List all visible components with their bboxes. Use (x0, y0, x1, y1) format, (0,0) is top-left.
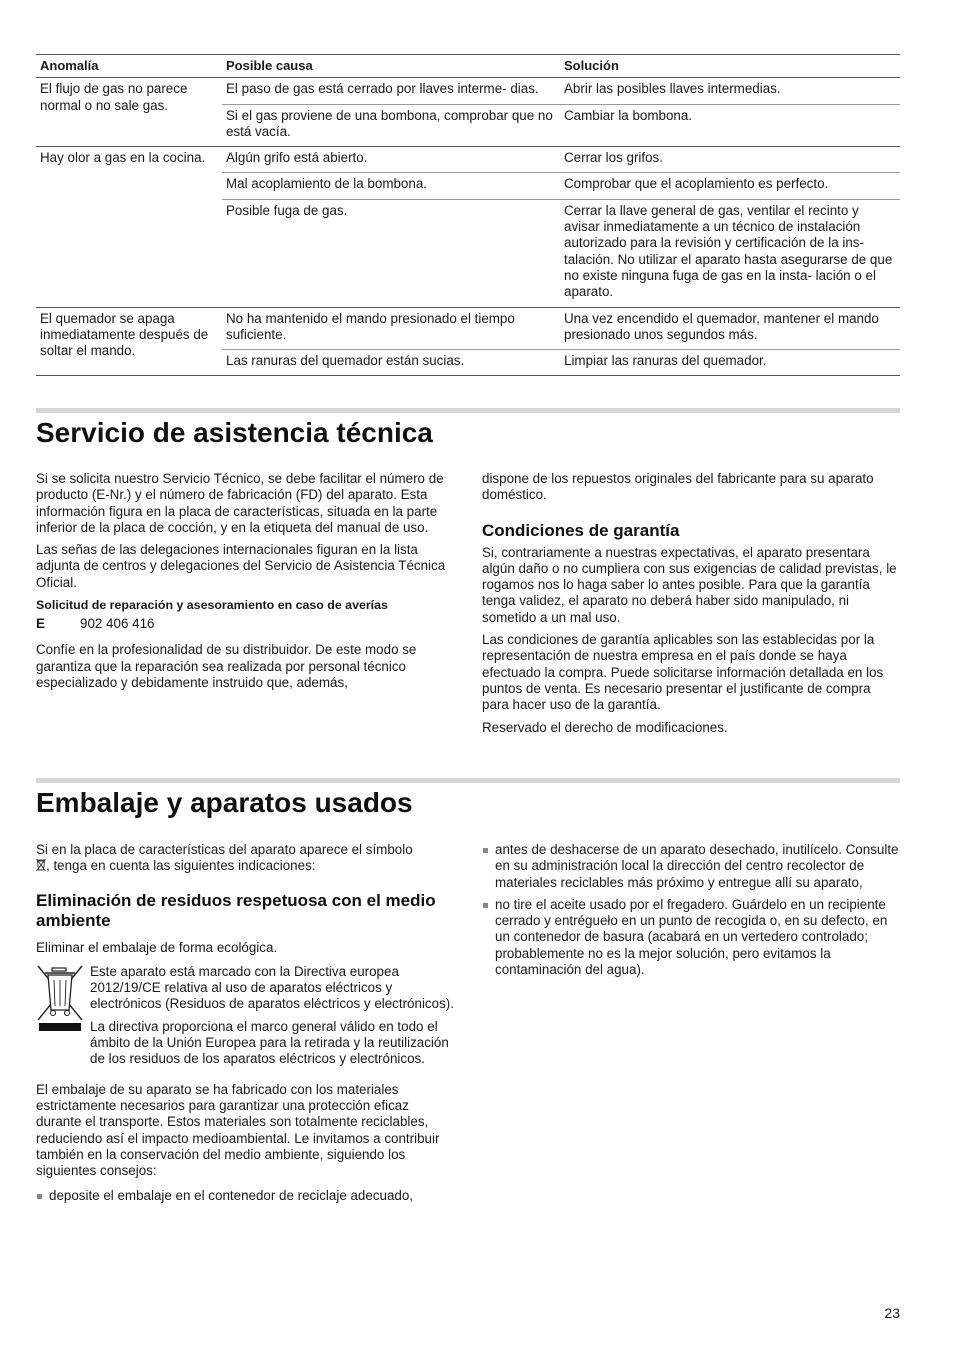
weee-paragraph: La directiva proporciona el marco general válido en todo el ámbito de la Unión Europea para la retirada y la reutilización de los residuos de los aparatos eléctricos y electrónicos. (90, 1018, 449, 1067)
troubleshooting-table (36, 54, 900, 376)
service-left-column (36, 471, 454, 691)
header-solucion: Solución (560, 55, 900, 78)
packaging-left-column (36, 842, 454, 1205)
weee-text (90, 964, 454, 1068)
warranty-paragraph: Si, contrariamente a nuestras expectativas, el aparato presentara algún daño o no cumpliera con sus exigencias de calidad previstas, le rogamos nos lo haga saber lo antes posible. Para que la garantía tenga validez, el aparato no deberá haber sido manipulado, ni sometido a un mal uso. (482, 544, 897, 625)
table-row (36, 307, 900, 350)
eco-paragraph: Eliminar el embalaje de forma ecológica. (36, 939, 278, 955)
page-number: 23 (884, 1305, 900, 1321)
repair-heading: Solicitud de reparación y asesoramiento en caso de averías (36, 598, 388, 613)
cause-cell: Si el gas proviene de una bombona, comprobar que no está vacía. (222, 104, 560, 147)
weee-paragraph: Este aparato está marcado con la Directiva europea 2012/19/CE relativa al uso de aparatos eléctricos y electrónicos (Residuos de aparatos eléctricos y electrónicos). (90, 963, 454, 1012)
cause-cell: Posible fuga de gas. (222, 199, 560, 307)
cause-cell: El paso de gas está cerrado por llaves interme- dias. (222, 78, 560, 104)
weee-small-icon (36, 858, 46, 872)
anomaly-cell: El flujo de gas no parece normal o no sale gas. (36, 78, 222, 147)
solution-cell: Una vez encendido el quemador, mantener el mando presionado unos segundos más. (560, 307, 900, 350)
table-row (36, 78, 900, 104)
cause-cell: Algún grifo está abierto. (222, 147, 560, 173)
list-item: no tire el aceite usado por el fregadero. Guárdelo en un recipiente cerrado y entrégueło en un punto de recogida o, en su defecto, en un contenedor de basura (acabará en un vertedero controlado; probablemente no es la mejor solución, pero evitamos la contaminación del agua). (482, 897, 900, 978)
packaging-paragraph: El embalaje de su aparato se ha fabricado con los materiales estrictamente necesarios para garantizar una protección eficaz durante el transporte. Estos materiales son totalmente reciclables, reduciendo así el impacto medioambiental. Le invitamos a contribuir también en la conservación del medio ambiente, siguiendo los siguientes consejos: (36, 1081, 440, 1179)
warranty-title: Condiciones de garantía (482, 520, 680, 540)
cause-cell: Las ranuras del quemador están sucias. (222, 350, 560, 376)
solution-cell: Comprobar que el acoplamiento es perfecto. (560, 173, 900, 199)
anomaly-cell: El quemador se apaga inmediatamente después de soltar el mando. (36, 307, 222, 376)
solution-cell: Abrir las posibles llaves intermedias. (560, 78, 900, 104)
list-item: antes de deshacerse de un aparato desechado, inutilícelo. Consulte en su administración local la dirección del centro recolector de materiales reciclables más próximo y entregue allí su aparato, (482, 842, 900, 891)
table-header-row (36, 55, 900, 78)
waste-disposal-title: Eliminación de residuos respetuosa con el medio ambiente (36, 890, 436, 930)
solution-cell: Cerrar los grifos. (560, 147, 900, 173)
packaging-right-column (482, 842, 900, 978)
warranty-paragraph: Las condiciones de garantía aplicables son las establecidas por la representación de nuestra empresa en el país donde se haya efectuado la compra. Puede solicitarse información detallada en los puntos de venta. Es necesario presentar el justificante de compra para hacer uso de la garantía. (482, 632, 884, 713)
weee-crossed-bin-icon (36, 964, 86, 1034)
country-code: E (36, 616, 45, 632)
phone-line (36, 616, 454, 632)
intro-text: Si en la placa de características del aparato aparece el símbolo (36, 842, 413, 857)
service-paragraph: Las señas de las delegaciones internacionales figuran en la lista adjunta de centros y delegaciones del Servicio de Asistencia Técnica Oficial. (36, 542, 446, 590)
intro-text: , tenga en cuenta las siguientes indicaciones: (46, 858, 316, 874)
service-paragraph-continued: dispone de los repuestos originales del fabricante para su aparato doméstico. (482, 471, 874, 503)
solution-cell: Cerrar la llave general de gas, ventilar el recinto y avisar inmediatamente a un técnico de instalación autorizado para la revisión y certificación de la ins- talación. No utilizar el aparato hasta asegurarse de que no existe ninguna fuga de gas en la insta- lación o el aparato. (560, 199, 900, 307)
phone-number: 902 406 416 (80, 616, 155, 632)
table-row (36, 147, 900, 173)
service-paragraph: Confíe en la profesionalidad de su distribuidor. De este modo se garantiza que la reparación sea realizada por personal técnico especializado y debidamente instruido que, además, (36, 642, 417, 690)
section-divider (36, 408, 900, 413)
service-section-title: Servicio de asistencia técnica (36, 417, 433, 448)
weee-icon-wrapper (36, 964, 88, 1068)
header-posible-causa: Posible causa (222, 55, 560, 78)
list-item: deposite el embalaje en el contenedor de reciclaje adecuado, (36, 1188, 454, 1204)
packaging-tips-list (36, 1188, 454, 1204)
section-divider (36, 778, 900, 783)
warranty-paragraph: Reservado el derecho de modificaciones. (482, 719, 728, 735)
packaging-tips-list-continued (482, 842, 900, 978)
packaging-section-title: Embalaje y aparatos usados (36, 787, 413, 818)
packaging-intro (36, 842, 454, 875)
anomaly-cell: Hay olor a gas en la cocina. (36, 147, 222, 307)
header-anomalia: Anomalía (36, 55, 222, 78)
weee-block (36, 964, 454, 1068)
solution-cell: Limpiar las ranuras del quemador. (560, 350, 900, 376)
cause-cell: No ha mantenido el mando presionado el tiempo suficiente. (222, 307, 560, 350)
service-right-column (482, 471, 900, 736)
cause-cell: Mal acoplamiento de la bombona. (222, 173, 560, 199)
service-paragraph: Si se solicita nuestro Servicio Técnico, se debe facilitar el número de producto (E-Nr.) y el número de fabricación (FD) del aparato. Esta información figura en la placa de características, situada en la parte inferior de la placa de cocción, y en la etiqueta del manual de uso. (36, 471, 444, 535)
solution-cell: Cambiar la bombona. (560, 104, 900, 147)
